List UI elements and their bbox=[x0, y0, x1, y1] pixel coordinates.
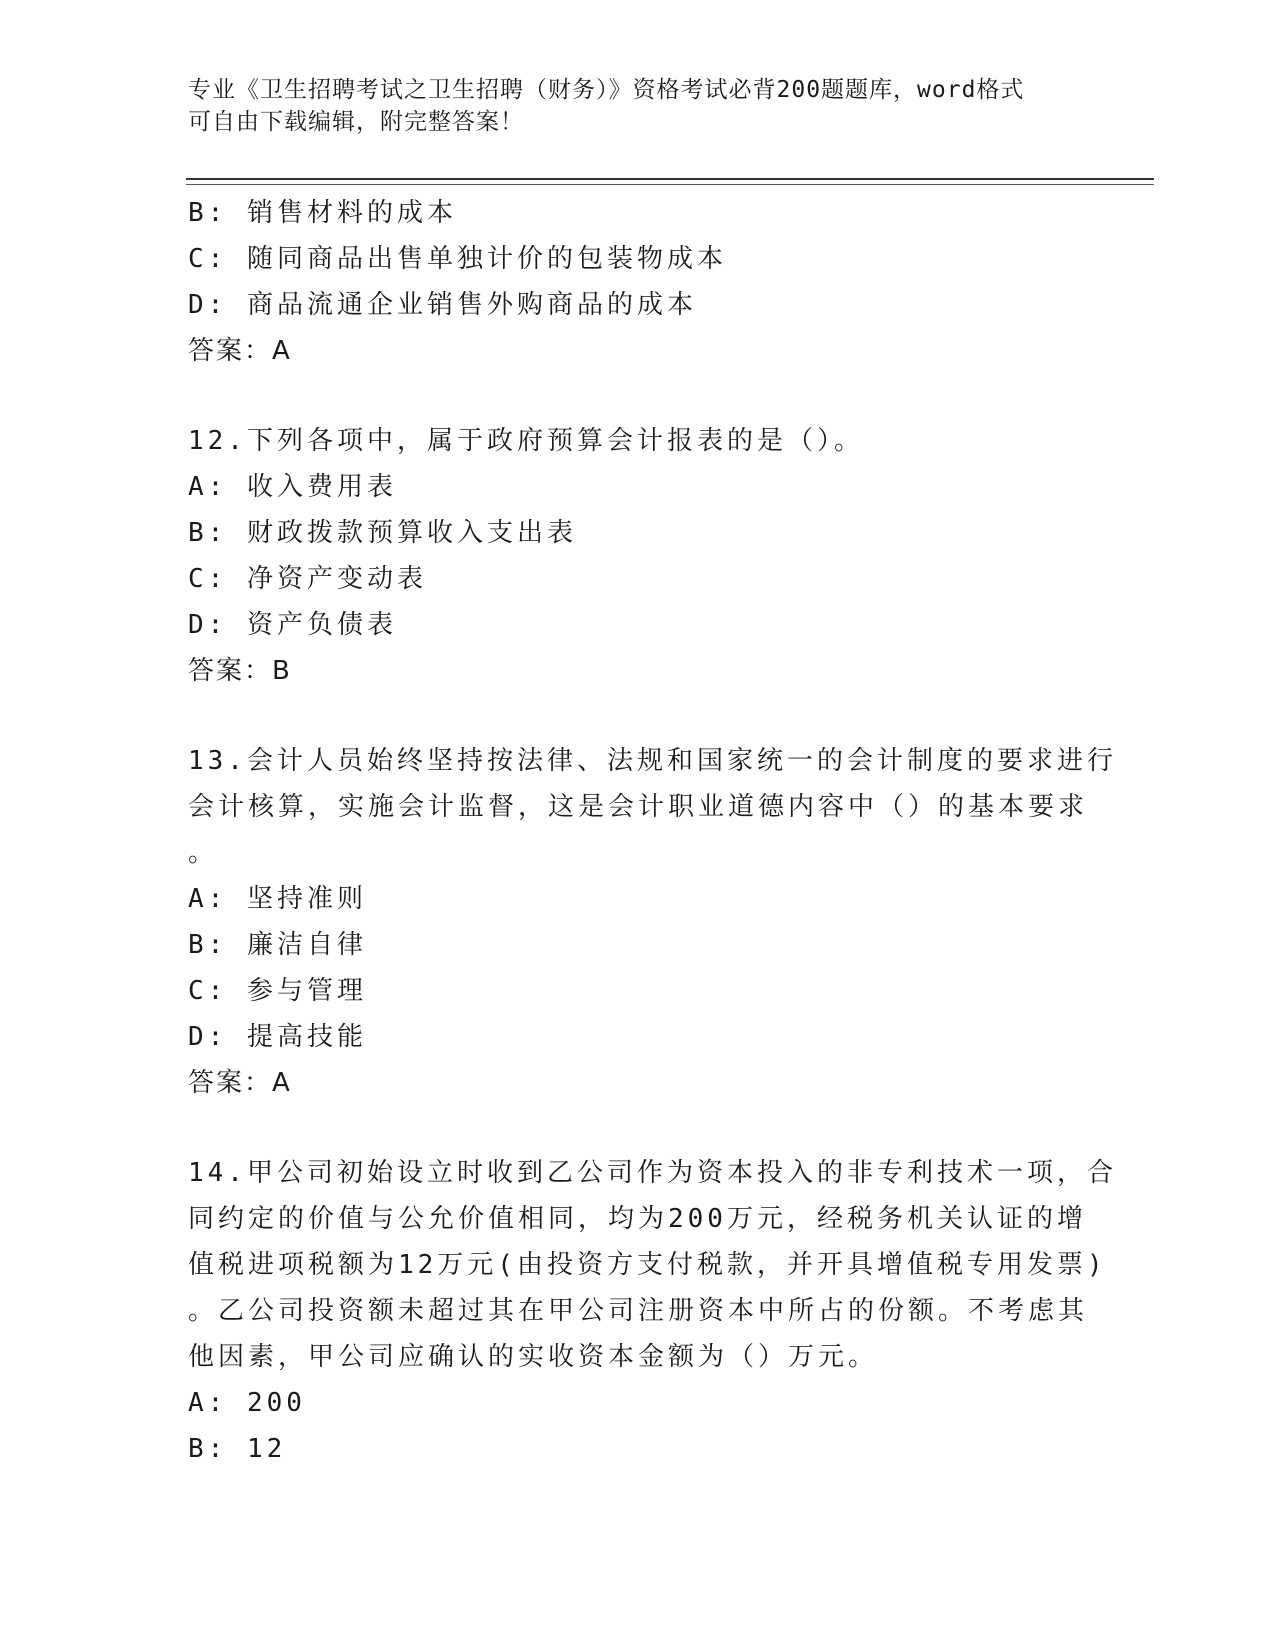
option-d: D: 资产负债表 bbox=[188, 610, 397, 640]
answer: 答案：B bbox=[188, 656, 292, 686]
question-14 bbox=[188, 1150, 1117, 1472]
option-b: B: 销售材料的成本 bbox=[188, 198, 457, 228]
option-c: C: 净资产变动表 bbox=[188, 564, 427, 594]
question-stem: 13.会计人员始终坚持按法律、法规和国家统一的会计制度的要求进行 bbox=[188, 746, 1117, 776]
question-stem: 。乙公司投资额未超过其在甲公司注册资本中所占的份额。不考虑其 bbox=[188, 1296, 1089, 1326]
question-stem: 14.甲公司初始设立时收到乙公司作为资本投入的非专利技术一项，合 bbox=[188, 1158, 1117, 1188]
answer: 答案：A bbox=[188, 1068, 292, 1098]
question-11 bbox=[188, 190, 1088, 374]
option-a: A: 200 bbox=[188, 1388, 306, 1418]
option-c: C: 参与管理 bbox=[188, 976, 367, 1006]
header-divider bbox=[186, 178, 1154, 180]
question-stem: 会计核算，实施会计监督，这是会计职业道德内容中（）的基本要求 bbox=[188, 792, 1089, 822]
question-list bbox=[188, 190, 1117, 1472]
option-a: A: 收入费用表 bbox=[188, 472, 397, 502]
header-divider-thin bbox=[186, 184, 1154, 185]
question-stem: 12.下列各项中，属于政府预算会计报表的是（）。 bbox=[188, 426, 864, 456]
question-stem: 值税进项税额为12万元(由投资方支付税款，并开具增值税专用发票) bbox=[188, 1250, 1107, 1280]
question-13 bbox=[188, 738, 1117, 1106]
question-stem: 同约定的价值与公允价值相同，均为200万元，经税务机关认证的增 bbox=[188, 1204, 1087, 1234]
document-header bbox=[188, 74, 1068, 138]
header-line: 专业《卫生招聘考试之卫生招聘（财务）》资格考试必背200题题库，word格式 bbox=[188, 77, 1025, 103]
header-line: 可自由下载编辑，附完整答案！ bbox=[188, 109, 524, 135]
question-stem: 。 bbox=[188, 838, 219, 868]
answer: 答案：A bbox=[188, 336, 292, 366]
question-stem: 他因素，甲公司应确认的实收资本金额为（）万元。 bbox=[188, 1342, 879, 1372]
option-b: B: 廉洁自律 bbox=[188, 930, 367, 960]
option-a: A: 坚持准则 bbox=[188, 884, 367, 914]
option-d: D: 提高技能 bbox=[188, 1022, 367, 1052]
option-d: D: 商品流通企业销售外购商品的成本 bbox=[188, 290, 697, 320]
question-12 bbox=[188, 418, 1088, 694]
option-c: C: 随同商品出售单独计价的包装物成本 bbox=[188, 244, 727, 274]
option-b: B: 12 bbox=[188, 1434, 287, 1464]
option-b: B: 财政拨款预算收入支出表 bbox=[188, 518, 577, 548]
